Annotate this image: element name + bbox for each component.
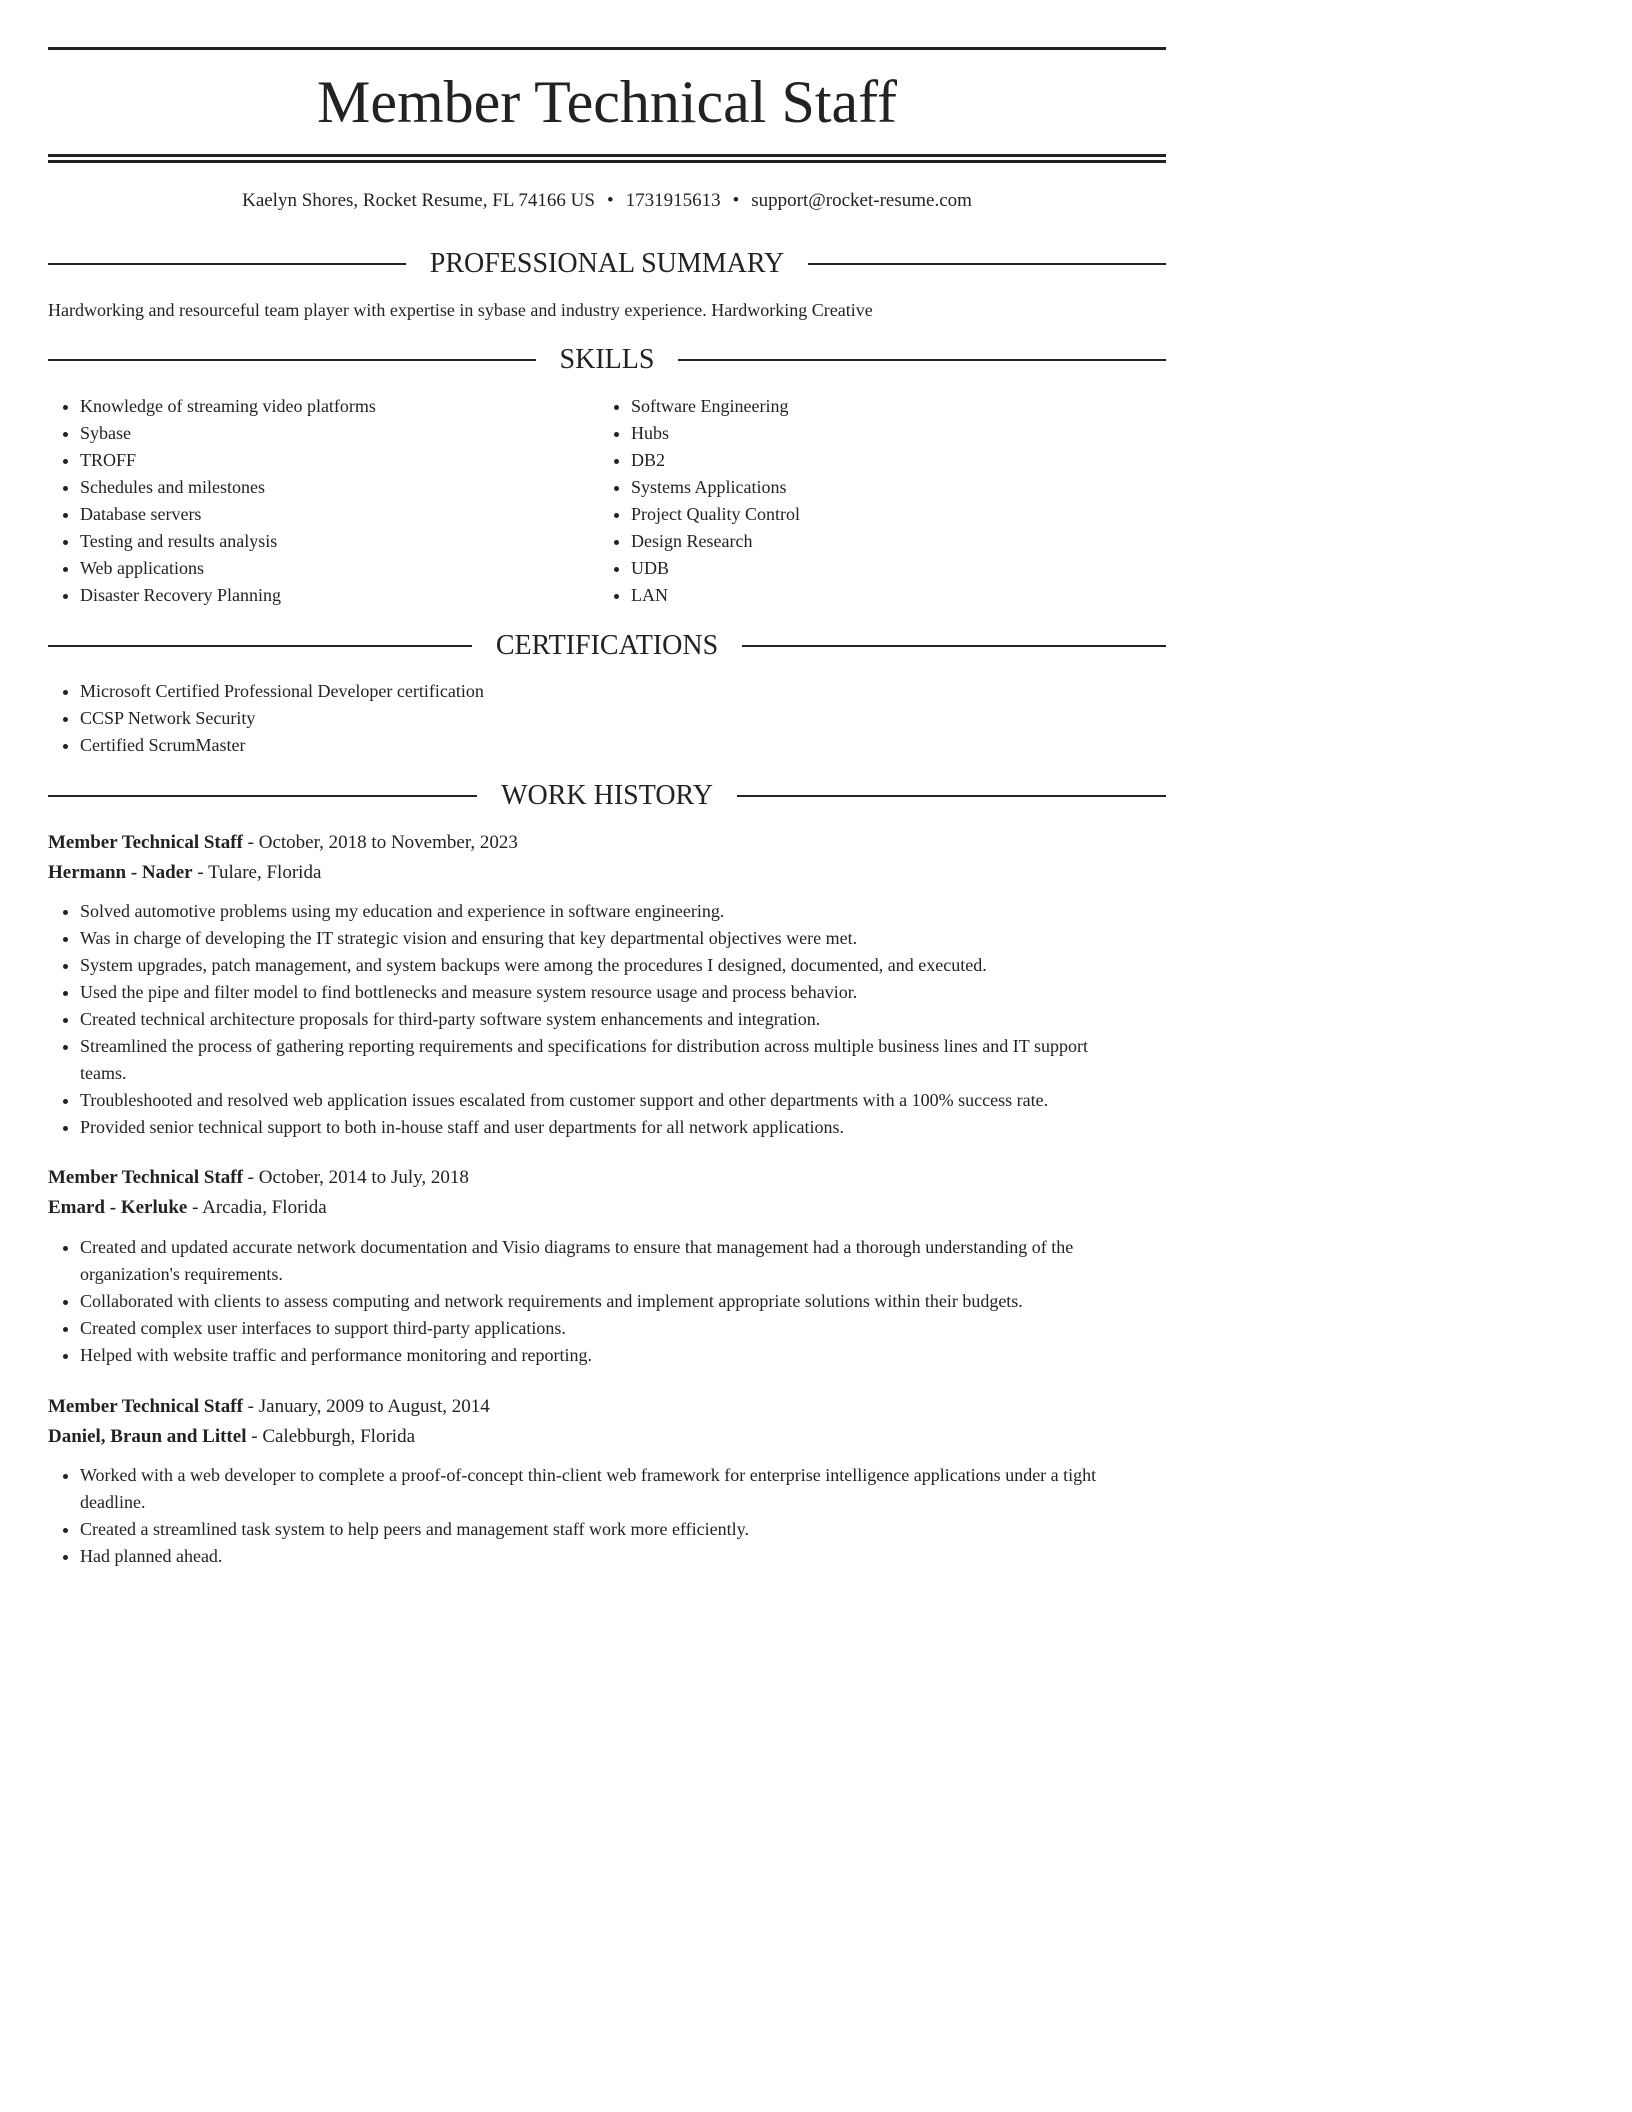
job-bullets [48, 1462, 1133, 1570]
section-divider-right [678, 359, 1166, 361]
work-history-section-header [48, 776, 1166, 816]
skills-heading: SKILLS [559, 344, 655, 375]
job-bullet-list [48, 898, 1133, 1141]
certifications-list [48, 678, 1133, 759]
job-bullet-item: • Helped with website traffic and performance monitoring and reporting. [80, 1342, 1133, 1369]
certifications-column [48, 678, 1133, 759]
skill-item: • Project Quality Control [631, 501, 1139, 528]
job-bullet-item: • Streamlined the process of gathering reporting requirements and specifications for distribution across multiple business lines and IT support teams. [80, 1033, 1133, 1087]
section-divider-left [48, 263, 406, 265]
job-title-line: Member Technical Staff - October, 2014 to July, 2018 [48, 1167, 469, 1188]
job-company: Hermann - Nader [48, 862, 193, 883]
skills-list-right [599, 393, 1139, 609]
skills-column-left [48, 393, 588, 609]
certification-item: • CCSP Network Security [80, 705, 1133, 732]
contact-email: support@rocket-resume.com [751, 190, 972, 211]
job-company-line: Hermann - Nader - Tulare, Florida [48, 862, 322, 883]
job-bullet-item: • Was in charge of developing the IT strategic vision and ensuring that key departmental objectives were met. [80, 925, 1133, 952]
job-title-line: Member Technical Staff - October, 2018 to November, 2023 [48, 832, 518, 853]
job-bullet-list [48, 1234, 1133, 1369]
section-divider-right [737, 795, 1166, 797]
job-title-line: Member Technical Staff - January, 2009 to August, 2014 [48, 1396, 490, 1417]
skill-item: • TROFF [80, 447, 588, 474]
job-title: Member Technical Staff [48, 1167, 243, 1188]
skills-section-header [48, 340, 1166, 380]
header-top-rule [48, 47, 1166, 50]
skills-column-right [599, 393, 1139, 609]
skill-item: • DB2 [631, 447, 1139, 474]
skill-item: • Systems Applications [631, 474, 1139, 501]
skill-item: • Hubs [631, 420, 1139, 447]
job-bullets [48, 1234, 1133, 1369]
skill-item: • Knowledge of streaming video platforms [80, 393, 588, 420]
job-title: Member Technical Staff [48, 1396, 243, 1417]
skill-item: • Database servers [80, 501, 588, 528]
job-bullet-item: • Used the pipe and filter model to find bottlenecks and measure system resource usage and process behavior. [80, 979, 1133, 1006]
job-dates: January, 2009 to August, 2014 [258, 1396, 490, 1417]
section-divider-left [48, 795, 477, 797]
job-bullet-item: • System upgrades, patch management, and system backups were among the procedures I designed, documented, and executed. [80, 952, 1133, 979]
skill-item: • Testing and results analysis [80, 528, 588, 555]
section-divider-right [808, 263, 1166, 265]
job-bullet-item: • Created complex user interfaces to support third-party applications. [80, 1315, 1133, 1342]
contact-line [48, 188, 1166, 214]
summary-text: Hardworking and resourceful team player with expertise in sybase and industry experience. Hardworking Creative [48, 300, 873, 320]
certifications-heading: CERTIFICATIONS [495, 630, 719, 661]
job-title: Member Technical Staff [48, 832, 243, 853]
job-company-line: Emard - Kerluke - Arcadia, Florida [48, 1197, 327, 1218]
contact-address: Kaelyn Shores, Rocket Resume, FL 74166 US [242, 190, 595, 211]
job-dates: October, 2014 to July, 2018 [258, 1167, 469, 1188]
job-location: Arcadia, Florida [202, 1197, 327, 1218]
skills-list-left [48, 393, 588, 609]
job-location: Tulare, Florida [208, 862, 322, 883]
job-bullets [48, 898, 1133, 1141]
job-bullet-item: • Created a streamlined task system to help peers and management staff work more efficiently. [80, 1516, 1133, 1543]
job-bullet-item: • Worked with a web developer to complete a proof-of-concept thin-client web framework for enterprise intelligence applications under a tight deadline. [80, 1462, 1133, 1516]
certification-item: • Certified ScrumMaster [80, 732, 1133, 759]
job-dates: October, 2018 to November, 2023 [258, 832, 518, 853]
skill-item: • Design Research [631, 528, 1139, 555]
skill-item: • LAN [631, 582, 1139, 609]
job-bullet-item: • Created technical architecture proposals for third-party software system enhancements and integration. [80, 1006, 1133, 1033]
skill-item: • Sybase [80, 420, 588, 447]
contact-separator: • [606, 190, 614, 211]
summary-heading: PROFESSIONAL SUMMARY [429, 248, 785, 279]
job-company: Daniel, Braun and Littel [48, 1426, 247, 1447]
skill-item: • Disaster Recovery Planning [80, 582, 588, 609]
header-double-rule-lower [48, 160, 1166, 163]
section-divider-right [742, 645, 1166, 647]
header-double-rule-upper [48, 154, 1166, 157]
skill-item: • Schedules and milestones [80, 474, 588, 501]
certifications-section-header [48, 626, 1166, 666]
job-company-line: Daniel, Braun and Littel - Calebburgh, Florida [48, 1426, 415, 1447]
job-location: Calebburgh, Florida [262, 1426, 415, 1447]
summary-section-header [48, 244, 1166, 284]
job-bullet-list [48, 1462, 1133, 1570]
job-bullet-item: • Troubleshooted and resolved web application issues escalated from customer support and other departments with a 100% success rate. [80, 1087, 1133, 1114]
job-bullet-item: • Collaborated with clients to assess computing and network requirements and implement appropriate solutions within their budgets. [80, 1288, 1133, 1315]
skill-item: • Web applications [80, 555, 588, 582]
skill-item: • UDB [631, 555, 1139, 582]
contact-phone: 1731915613 [625, 190, 721, 211]
skill-item: • Software Engineering [631, 393, 1139, 420]
resume-title: Member Technical Staff [316, 69, 898, 135]
job-bullet-item: • Solved automotive problems using my education and experience in software engineering. [80, 898, 1133, 925]
certification-item: • Microsoft Certified Professional Developer certification [80, 678, 1133, 705]
section-divider-left [48, 645, 472, 647]
job-company: Emard - Kerluke [48, 1197, 188, 1218]
contact-separator: • [732, 190, 740, 211]
section-divider-left [48, 359, 536, 361]
job-bullet-item: • Provided senior technical support to both in-house staff and user departments for all network applications. [80, 1114, 1133, 1141]
job-bullet-item: • Created and updated accurate network documentation and Visio diagrams to ensure that management had a thorough understanding of the organization's requirements. [80, 1234, 1133, 1288]
work-history-heading: WORK HISTORY [501, 780, 713, 811]
job-bullet-item: • Had planned ahead. [80, 1543, 1133, 1570]
